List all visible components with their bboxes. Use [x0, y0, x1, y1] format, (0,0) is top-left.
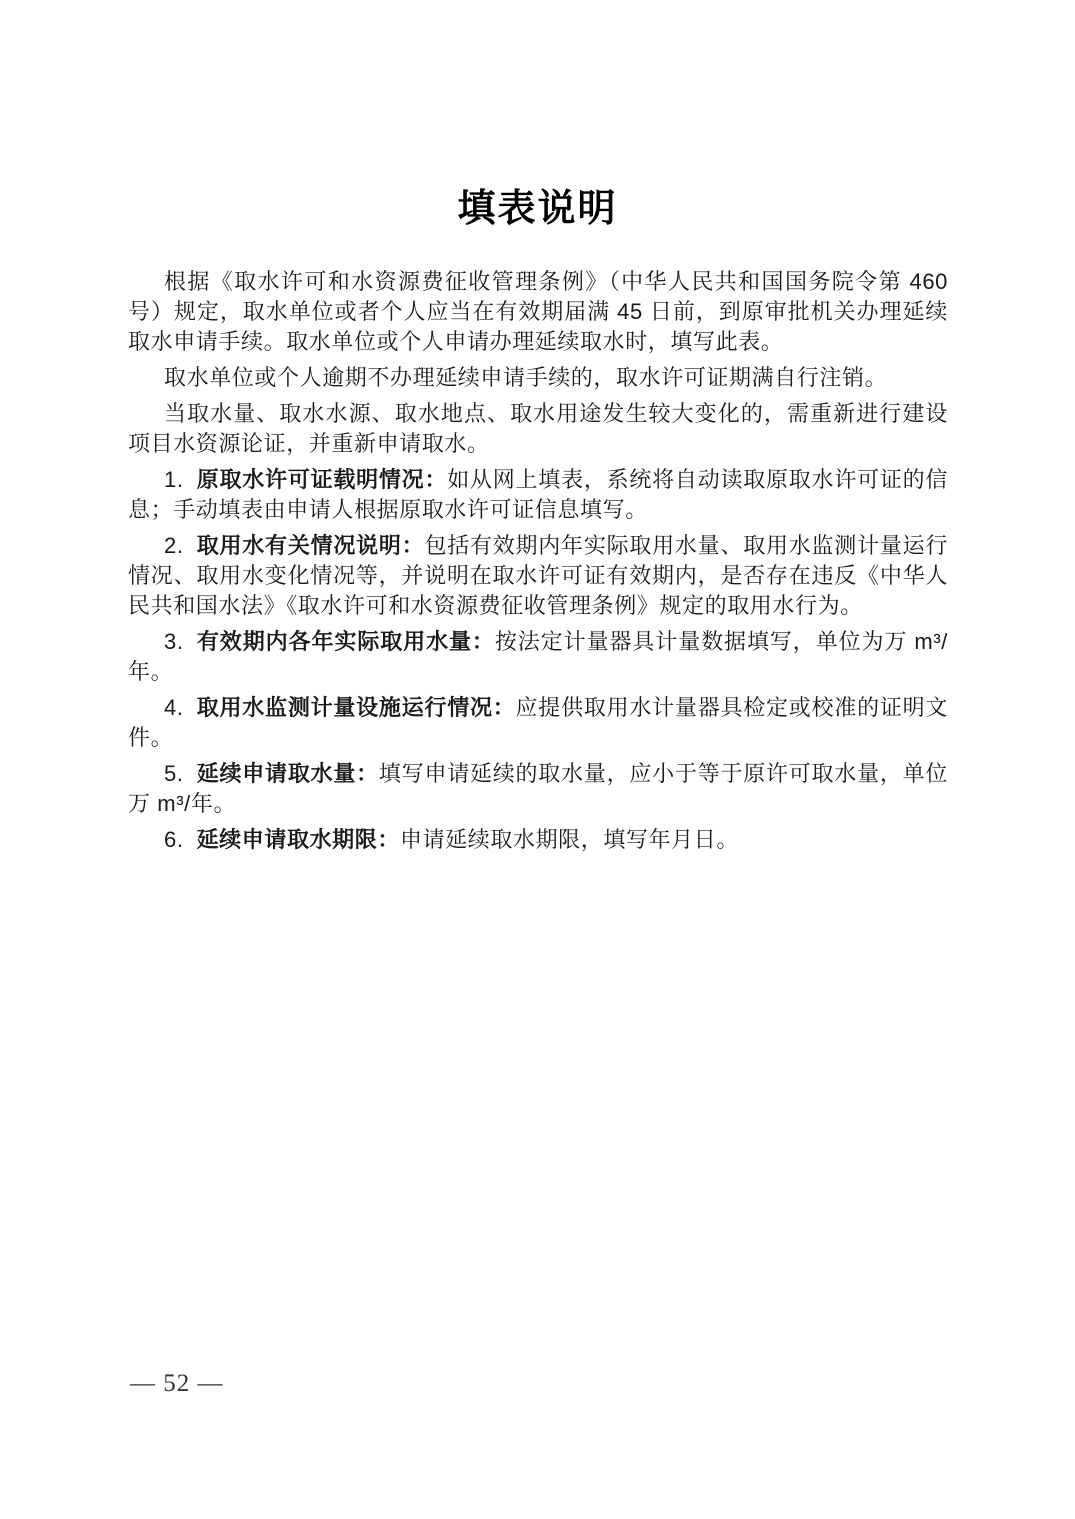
item-heading: 取用水监测计量设施运行情况： [196, 695, 516, 720]
item-number: 1. [164, 467, 184, 492]
instruction-item-5 [128, 759, 948, 819]
page-title: 填表说明 [457, 188, 618, 230]
instruction-item-2 [128, 531, 948, 621]
item-heading: 有效期内各年实际取用水量： [196, 629, 495, 654]
item-text: 填写申请延续的取水量，应小于等于原许可取水量，单位万 m³/年。 [128, 761, 948, 816]
item-text: 包括有效期内年实际取用水量、取用水监测计量运行情况、取用水变化情况等，并说明在取水许可证有效期内，是否存在违反《中华人民共和国水法》《取水许可和水资源费征收管理条例》规定的取用水行为。 [128, 533, 948, 618]
item-heading: 取用水有关情况说明： [196, 533, 425, 558]
item-heading: 原取水许可证载明情况： [196, 467, 448, 492]
item-heading: 延续申请取水量： [196, 761, 379, 786]
item-number: 3. [164, 629, 184, 654]
instruction-item-1 [128, 465, 948, 525]
item-heading: 延续申请取水期限： [196, 827, 400, 852]
item-number: 5. [164, 761, 184, 786]
instruction-item-3 [128, 627, 948, 687]
item-number: 2. [164, 533, 184, 558]
instruction-item-6 [128, 825, 948, 855]
page-number: — 52 — [130, 1370, 224, 1397]
item-text: 应提供取用水计量器具检定或校准的证明文件。 [128, 695, 949, 750]
intro-paragraph-1: 根据《取水许可和水资源费征收管理条例》（中华人民共和国国务院令第 460 号）规定，取水单位或者个人应当在有效期届满 45 日前，到原审批机关办理延续取水申请手续。取水单位或个人申请办理延续取水时，填写此表。 [128, 269, 948, 354]
instruction-item-4 [128, 693, 948, 753]
item-number: 6. [164, 827, 184, 852]
intro-paragraph-2: 取水单位或个人逾期不办理延续申请手续的，取水许可证期满自行注销。 [164, 365, 888, 390]
item-text: 按法定计量器具计量数据填写，单位为万 m³/年。 [128, 629, 948, 684]
item-text: 如从网上填表，系统将自动读取原取水许可证的信息；手动填表由申请人根据原取水许可证信息填写。 [128, 467, 948, 522]
item-number: 4. [164, 695, 184, 720]
item-text: 申请延续取水期限，填写年月日。 [399, 827, 739, 852]
instructions-body [128, 267, 948, 861]
intro-paragraph-3: 当取水量、取水水源、取水地点、取水用途发生较大变化的，需重新进行建设项目水资源论证，并重新申请取水。 [128, 401, 948, 456]
